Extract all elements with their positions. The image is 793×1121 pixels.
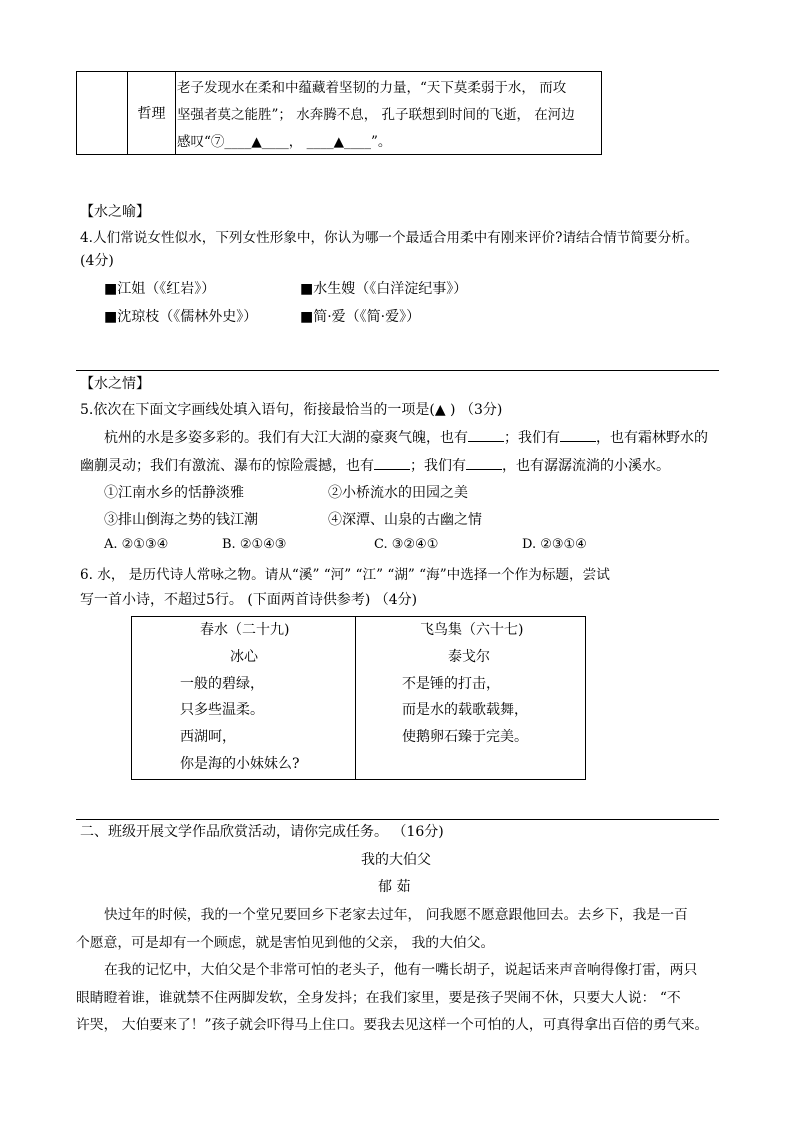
section-two-heading: 二、班级开展文学作品欣赏活动，请你完成任务。 （16分) [80,824,444,840]
choice-b: B. ②①④③ [222,537,287,552]
poem-title: 春水（二十九) [200,622,290,638]
q5-text-line-2 [80,455,670,475]
poem-line: 使鹅卵石臻于完美。 [402,729,528,745]
question-6-line-1: 6. 水， 是历代诗人常咏之物。请从“溪” “河” “江” “湖” “海”中选择一个作为标题，尝试 [80,567,610,583]
q5-text-segment: ，也有霜林野水的 [596,430,708,446]
divider [76,370,719,371]
table-row-label [128,72,176,154]
question-6-line-2: 写一首小诗，不超过5行。 (下面两首诗供参考) （4分) [80,592,418,608]
question-5: 5.依次在下面文字画线处填入语句，衔接最恰当的一项是(▲ ) （3分) [80,402,503,418]
poem-right-column [356,617,585,779]
poem-line: 一般的碧绿， [180,676,264,692]
row-label-text: 哲理 [137,106,166,122]
q5-text-segment: 杭州的水是多姿多彩的。我们有大江大湖的豪爽气魄，也有 [104,430,468,446]
choice-c: C. ③②④① [374,537,439,552]
table-content-cell [176,72,603,154]
poem-left-column [132,617,356,779]
blank-3 [374,457,410,470]
option-jane-eyre: ■简·爱（《简·爱》） [300,309,421,325]
phrase-3: ③排山倒海之势的钱江潮 [104,512,258,528]
divider [76,819,719,820]
phrase-2: ②小桥流水的田园之美 [328,485,468,501]
poem-line: 你是海的小妹妹么? [180,756,300,772]
paragraph-line: 眼睛瞪着谁，谁就禁不住两脚发软，全身发抖；在我们家里，要是孩子哭闹不休，只要大人说： “不 [76,990,681,1006]
q5-text-segment: ；我们有 [504,430,560,446]
blank-2 [560,429,596,442]
article-title: 我的大伯父 [361,852,431,868]
table-empty-cell [77,72,128,154]
paragraph-line: 在我的记忆中，大伯父是个非常可怕的老头子，他有一嘴长胡子，说起话来声音响得像打雷，两只 [104,962,698,978]
q5-text-segment: 幽蒯灵动；我们有激流、瀑布的惊险震撼，也有 [80,458,374,474]
poem-author: 泰戈尔 [448,649,490,665]
question-4: 4.人们常说女性似水，下列女性形象中，你认为哪一个最适合用柔中有刚来评价?请结合情节简要分析。 [80,230,699,246]
article-author: 郁 茹 [378,879,411,895]
q5-text-segment: ，也有潺潺流淌的小溪水。 [502,458,670,474]
phrase-1: ①江南水乡的恬静淡雅 [104,485,244,501]
poem-line: 西湖呵， [180,729,236,745]
choice-a: A. ②①③④ [104,537,169,552]
q5-text-line-1 [104,427,708,447]
choice-d: D. ②③①④ [522,537,587,552]
content-line-2: 坚强者莫之能胜”； 水奔腾不息， 孔子联想到时间的飞逝， 在河边 [177,107,575,123]
section-heading-qing: 【水之情】 [80,376,150,392]
option-shuishengsao: ■水生嫂（《白洋淀纪事》） [300,281,468,297]
blank-1 [468,429,504,442]
poem-line: 而是水的载歌载舞， [402,702,528,718]
poem-line: 只多些温柔。 [180,702,264,718]
poem-title: 飞鸟集（六十七) [420,622,524,638]
phrase-4: ④深潭、山泉的古幽之情 [328,512,482,528]
content-line-3: 感叹“⑦____▲____， ____▲____”。 [177,134,392,150]
philosophy-table [76,71,602,155]
poem-author: 冰心 [230,649,258,665]
option-shenqiongzhi: ■沈琼枝（《儒林外史》） [104,309,258,325]
paragraph-line: 个愿意，可是却有一个顾虑，就是害怕见到他的父亲， 我的大伯父。 [76,935,495,951]
section-heading-yu: 【水之喻】 [80,204,150,220]
paragraph-line: 许哭， 大伯要来了！”孩子就会吓得马上住口。要我去见这样一个可怕的人，可真得拿出百倍的勇气来。 [76,1017,709,1033]
blank-4 [466,457,502,470]
paragraph-line: 快过年的时候，我的一个堂兄要回乡下老家去过年， 问我愿不愿意跟他回去。去乡下，我是一百 [104,907,688,923]
option-jiangjie: ■江姐（《红岩》） [104,281,216,297]
q5-text-segment: ；我们有 [410,458,466,474]
poem-line: 不是锤的打击， [402,676,500,692]
question-4-score: (4分) [80,253,114,269]
content-line-1: 老子发现水在柔和中蕴藏着坚韧的力量，“天下莫柔弱于水， 而攻 [177,80,567,96]
poems-table [131,616,586,780]
